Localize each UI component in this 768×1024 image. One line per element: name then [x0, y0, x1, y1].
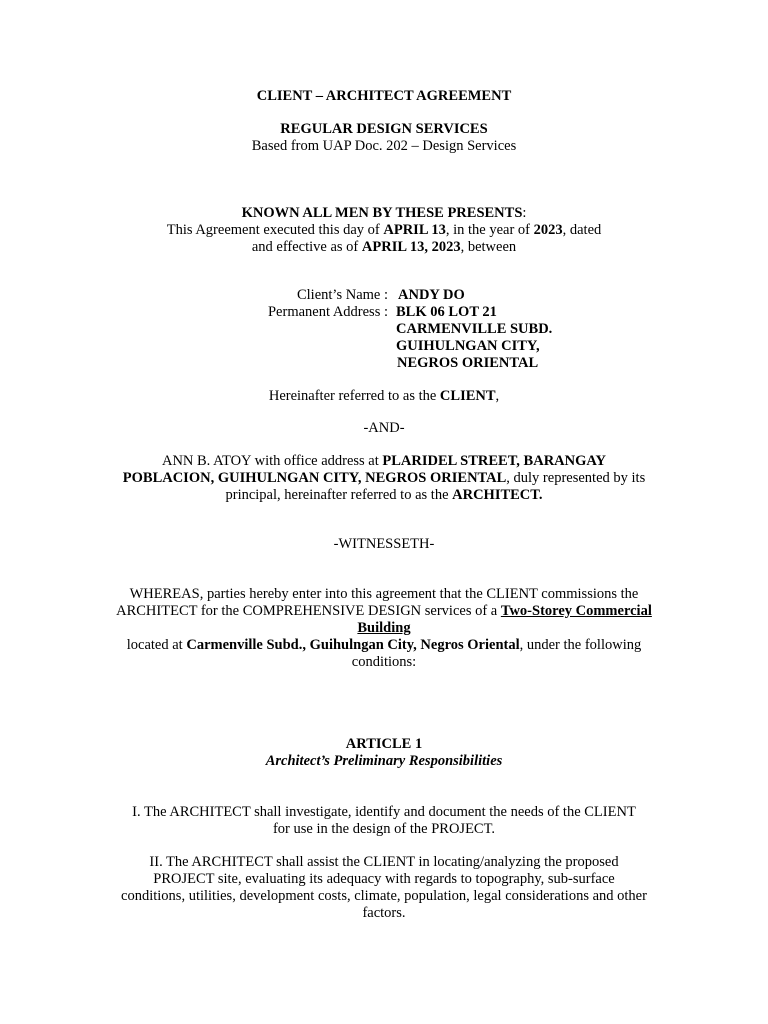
client-address-line: BLK 06 LOT 21 — [396, 304, 497, 320]
witnesseth-separator: -WITNESSETH- — [333, 536, 435, 552]
client-address-line: CARMENVILLE SUBD. — [396, 321, 553, 337]
effective-line: and effective as of APRIL 13, 2023, between — [251, 239, 517, 255]
client-referred-line: Hereinafter referred to as the CLIENT, — [268, 388, 500, 404]
article-item-1: I. The ARCHITECT shall investigate, identify and document the needs of the CLIENT for use in the design of the PROJECT. — [132, 804, 636, 837]
presents-heading: KNOWN ALL MEN BY THESE PRESENTS: — [241, 205, 527, 221]
client-address-row — [110, 355, 658, 372]
article-number: ARTICLE 1 — [345, 736, 423, 752]
client-address-row — [110, 304, 658, 321]
document-subtitle: REGULAR DESIGN SERVICES — [280, 121, 488, 137]
whereas-paragraph: WHEREAS, parties hereby enter into this agreement that the CLIENT commissions the ARCHITECT for the COMPREHENSIVE DESIGN services of a Two-Storey Commercial Building located at Carmenville Subd., Guihulngan City, Negros Oriental, under the following conditions: — [116, 586, 652, 670]
client-address-line: NEGROS ORIENTAL — [397, 355, 539, 371]
client-name-label: Client’s Name : — [296, 287, 388, 303]
client-address-line: GUIHULNGAN CITY, — [396, 338, 540, 354]
client-address-label: Permanent Address : — [267, 304, 388, 320]
architect-paragraph: ANN B. ATOY with office address at PLARIDEL STREET, BARANGAY POBLACION, GUIHULNGAN CITY, NEGROS ORIENTAL, duly represented by its principal, hereinafter referred to as the ARCHITECT. — [122, 453, 646, 503]
client-address-row — [110, 321, 658, 338]
article-title: Architect’s Preliminary Responsibilities — [265, 753, 503, 769]
client-name-row — [110, 287, 658, 304]
and-separator: -AND- — [363, 420, 405, 436]
document-title: CLIENT – ARCHITECT AGREEMENT — [256, 88, 512, 104]
client-address-row — [110, 338, 658, 355]
client-details — [110, 287, 658, 372]
article-item-2: II. The ARCHITECT shall assist the CLIENT in locating/analyzing the proposed PROJECT site, evaluating its adequacy with regards to topography, sub-surface conditions, utilities, development costs, climate, population, legal considerations and other factors. — [121, 854, 647, 921]
client-name: ANDY DO — [398, 287, 465, 303]
based-from-line: Based from UAP Doc. 202 – Design Services — [251, 138, 517, 154]
execution-line: This Agreement executed this day of APRIL 13, in the year of 2023, dated — [166, 222, 602, 238]
